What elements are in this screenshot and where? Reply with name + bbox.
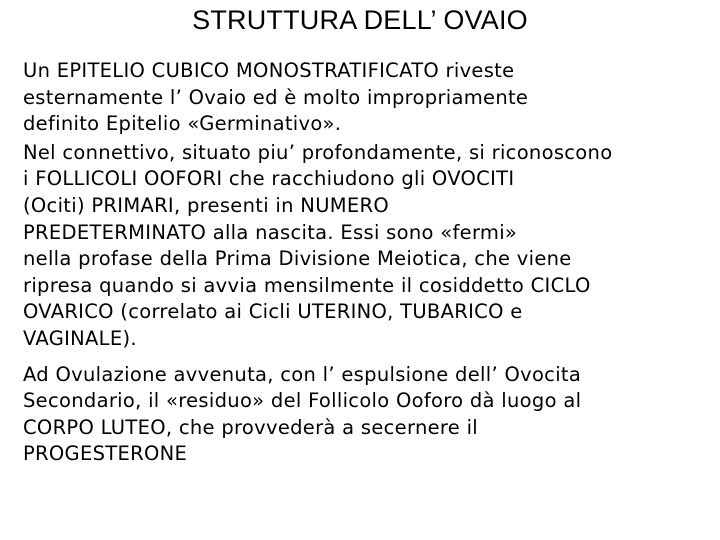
text-line: esternamente l’ Ovaio ed è molto impropriamente — [23, 85, 529, 109]
text-line: definito Epitelio «Germinativo». — [23, 112, 342, 136]
text-line: VAGINALE). — [23, 326, 137, 350]
text-line: Ad Ovulazione avvenuta, con l’ espulsione dell’ Ovocita — [23, 362, 582, 386]
paragraph-connettivo — [23, 140, 711, 353]
text-line: PREDETERMINATO alla nascita. Essi sono «fermi» — [23, 220, 518, 244]
text-line: Un EPITELIO CUBICO MONOSTRATIFICATO riveste — [23, 59, 515, 82]
text-line: PROGESTERONE — [23, 442, 188, 466]
text-line: Nel connettivo, situato piu’ profondamente, si riconoscono — [23, 140, 613, 164]
text-line: Secondario, il «residuo» del Follicolo Ooforo dà luogo al — [23, 389, 582, 413]
text-line: OVARICO (correlato ai Cicli UTERINO, TUBARICO e — [23, 300, 523, 324]
slide-title: STRUTTURA DELL’ OVAIO — [192, 5, 528, 35]
text-line: CORPO LUTEO, che provvederà a secernere il — [23, 415, 479, 439]
text-line: nella profase della Prima Divisione Meiotica, che viene — [23, 247, 572, 271]
text-line: i FOLLICOLI OOFORI che racchiudono gli OVOCITI — [23, 167, 515, 191]
text-line: ripresa quando si avvia mensilmente il cosiddetto CICLO — [23, 273, 591, 297]
paragraph-ovulazione — [23, 362, 711, 468]
slide-body — [23, 58, 711, 468]
text-line: (Ociti) PRIMARI, presenti in NUMERO — [23, 193, 390, 217]
paragraph-epitelio — [23, 58, 711, 138]
